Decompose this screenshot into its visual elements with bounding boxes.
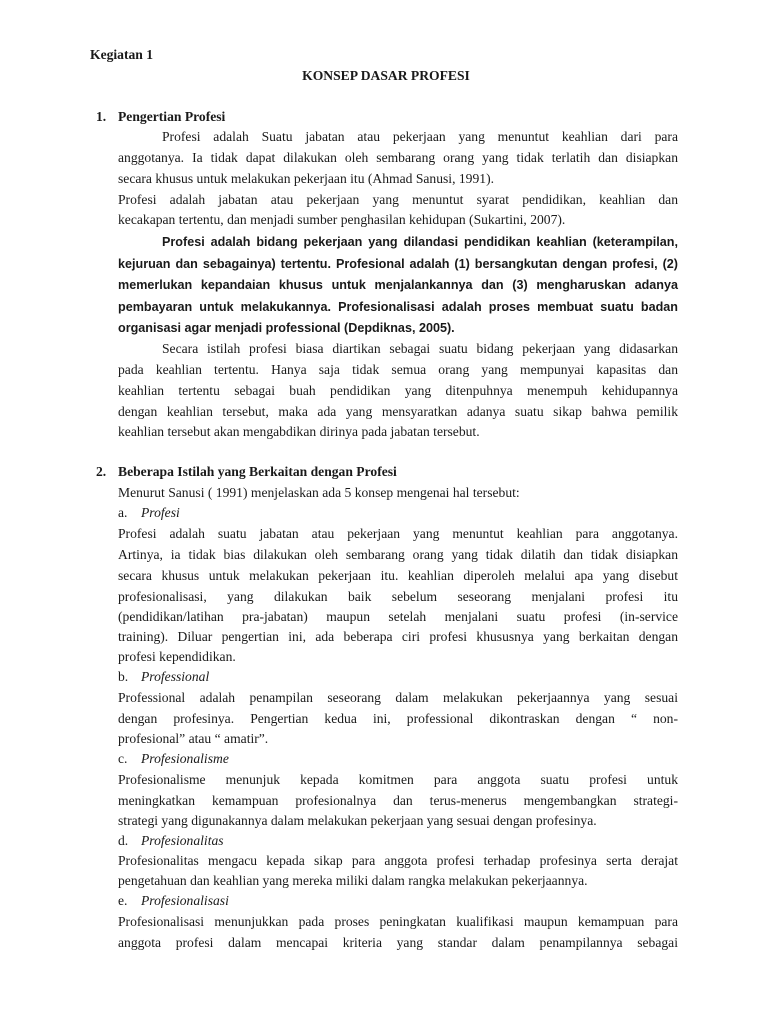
page-title: KONSEP DASAR PROFESI (302, 68, 470, 83)
s1-para3-line: Profesi adalah bidang pekerjaan yang dilandasi pendidikan keahlian (keterampilan, (162, 235, 678, 249)
item-a-line: profesionalisasi, yang dilakukan baik sebelum seseorang menjalani profesi itu (118, 589, 678, 604)
s1-para4-line: keahlian tertentu sebagai buah pendidikan yang ditenpuhnya menempuh kehidupannya (118, 383, 678, 398)
item-c-line: Profesionalisme menunjuk kepada komitmen para anggota suatu profesi untuk (118, 772, 678, 787)
item-a-line: profesi kependidikan. (118, 649, 236, 664)
item-e-term: Profesionalisasi (141, 893, 229, 908)
s1-para3-line: kejuruan dan sebagainya) tertentu. Profesional adalah (1) bersangkutan dengan profesi, (2) (118, 257, 678, 271)
s1-para4-line: pada keahlian tertentu. Hanya saja tidak semua orang yang mempunyai kapasitas dan (118, 362, 678, 377)
item-a-line: secara khusus untuk melakukan pekerjaan itu. keahlian diperoleh melalui apa yang disebut (118, 568, 678, 583)
activity-label: Kegiatan 1 (90, 47, 154, 62)
item-d-letter: d. (118, 833, 129, 848)
s1-para2-line: kecakapan tertentu, dan menjadi sumber penghasilan kehidupan (Sukartini, 2007). (118, 212, 566, 227)
item-a-line: Artinya, ia tidak bias dilakukan oleh sembarang orang yang tidak dilatih dan tidak disiapkan (118, 547, 678, 562)
section-2-intro: Menurut Sanusi ( 1991) menjelaskan ada 5 konsep mengenai hal tersebut: (118, 485, 520, 500)
s1-para2-line: Profesi adalah jabatan atau pekerjaan yang menuntut syarat pendidikan, keahlian dan (118, 192, 678, 207)
s1-para1-line: Profesi adalah Suatu jabatan atau pekerjaan yang menuntut keahlian dari para (162, 129, 678, 144)
item-b-line: profesional” atau “ amatir”. (118, 731, 269, 746)
item-a-line: training). Diluar pengertian ini, ada beberapa ciri profesi khususnya yang berkaitan dengan (118, 629, 678, 644)
item-c-line: strategi yang digunakannya dalam melakukan pekerjaan yang sesuai dengan profesinya. (118, 813, 597, 828)
section-1-number: 1. (96, 109, 107, 124)
item-c-line: meningkatkan kemampuan profesionalnya dan terus-menerus mengembangkan strategi- (118, 793, 678, 808)
item-a-letter: a. (118, 505, 128, 520)
item-d-line: Profesionalitas mengacu kepada sikap para anggota profesi terhadap profesinya serta derajat (118, 853, 678, 868)
s1-para4-line: dengan keahlian tersebut, maka ada yang mensyaratkan adanya suatu sikap bahwa pemilik (118, 404, 678, 419)
item-e-line: Profesionalisasi menunjukkan pada proses peningkatan kualifikasi maupun kemampuan para (118, 914, 678, 929)
section-2-number: 2. (96, 464, 107, 479)
s1-para3-line: pembayaran untuk melakukannya. Profesionalisasi adalah proses membuat suatu badan (118, 300, 678, 314)
item-a-line: (pendidikan/latihan pra-jabatan) maupun setelah menjalani suatu profesi (in-service (118, 609, 678, 624)
s1-para4-line: Secara istilah profesi biasa diartikan sebagai suatu bidang pekerjaan yang didasarkan (162, 341, 678, 356)
section-2-heading: Beberapa Istilah yang Berkaitan dengan Profesi (118, 464, 397, 479)
item-e-line: anggota profesi dalam mencapai kriteria yang standar dalam penampilannya sebagai (118, 935, 678, 950)
item-c-letter: c. (118, 751, 128, 766)
section-1-heading: Pengertian Profesi (118, 109, 226, 124)
item-b-letter: b. (118, 669, 129, 684)
s1-para1-line: anggotanya. Ia tidak dapat dilakukan oleh sembarang orang yang tidak terlatih dan disiapkan (118, 150, 678, 165)
item-e-letter: e. (118, 893, 128, 908)
item-a-term: Profesi (141, 505, 180, 520)
s1-para3-line: memerlukan kepandaian khusus untuk menjalankannya dan (3) mengharuskan adanya (118, 278, 678, 292)
item-b-term: Professional (141, 669, 210, 684)
s1-para4-line: keahlian tersebut akan mengabdikan dirinya pada jabatan tersebut. (118, 424, 480, 439)
item-b-line: dengan profesinya. Pengertian kedua ini, professional dikontraskan dengan “ non- (118, 711, 678, 726)
item-d-term: Profesionalitas (141, 833, 224, 848)
s1-para1-line: secara khusus untuk melakukan pekerjaan itu (Ahmad Sanusi, 1991). (118, 171, 494, 186)
item-b-line: Professional adalah penampilan seseorang dalam melakukan pekerjaannya yang sesuai (118, 690, 678, 705)
item-d-line: pengetahuan dan keahlian yang mereka miliki dalam rangka melakukan pekerjaannya. (118, 873, 588, 888)
item-c-term: Profesionalisme (141, 751, 229, 766)
item-a-line: Profesi adalah suatu jabatan atau pekerjaan yang menuntut keahlian para anggotanya. (118, 526, 678, 541)
s1-para3-line: organisasi agar menjadi professional (Depdiknas, 2005). (118, 321, 455, 335)
